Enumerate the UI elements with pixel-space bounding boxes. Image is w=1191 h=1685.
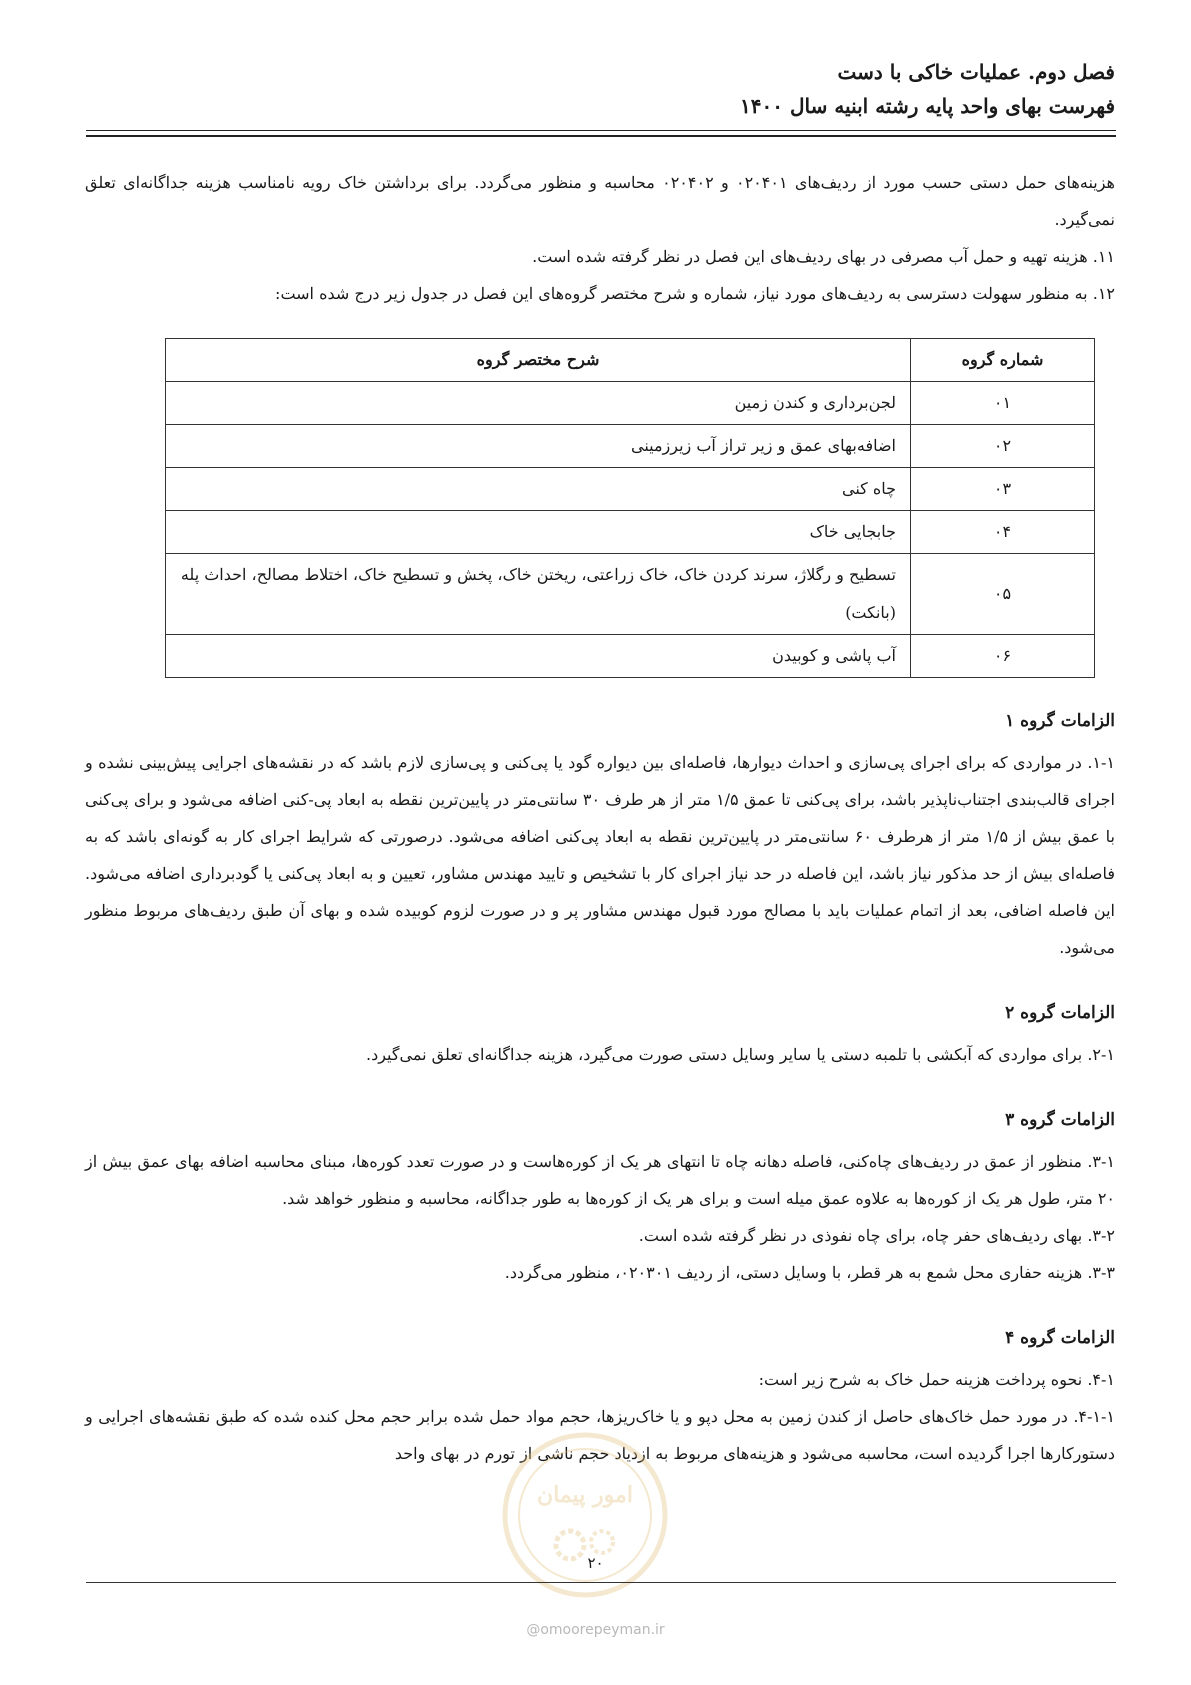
groups-table xyxy=(165,338,1095,678)
page-header xyxy=(75,55,1115,123)
table-row xyxy=(166,635,1095,678)
price-list-title: فهرست بهای واحد پایه رشته ابنیه سال ۱۴۰۰ xyxy=(740,94,1115,118)
watermark-seal-icon xyxy=(500,1430,670,1600)
group-description: تسطیح و رگلاژ، سرند کردن خاک، خاک زراعتی، ریختن خاک، پخش و تسطیح خاک، اختلاط مصالح، احداث پله (بانکت) xyxy=(166,554,911,635)
group1-heading: الزامات گروه ۱ xyxy=(1005,711,1115,731)
column-header-description: شرح مختصر گروه xyxy=(166,339,911,382)
group-number: ۰۳ xyxy=(911,468,1095,511)
group-number: ۰۲ xyxy=(911,425,1095,468)
group-number: ۰۵ xyxy=(911,554,1095,635)
group-number: ۰۴ xyxy=(911,511,1095,554)
group-description: جابجایی خاک xyxy=(166,511,911,554)
page-number: ۲۰ xyxy=(587,1554,604,1572)
watermark-text: امور پیمان xyxy=(537,1482,633,1508)
table-row xyxy=(166,425,1095,468)
table-header-row xyxy=(166,339,1095,382)
group2-item-1: ۲-۱. برای مواردی که آبکشی با تلمبه دستی یا سایر وسایل دستی صورت می‌گیرد، هزینه جداگانه‌ای تعلق نمی‌گیرد. xyxy=(366,1045,1115,1064)
group3-heading: الزامات گروه ۳ xyxy=(1005,1110,1115,1130)
spacer xyxy=(85,1291,1115,1307)
group4-heading: الزامات گروه ۴ xyxy=(1005,1328,1115,1348)
item-12: ۱۲. به منظور سهولت دسترسی به ردیف‌های مورد نیاز، شماره و شرح مختصر گروه‌های این فصل در جدول زیر درج شده است: xyxy=(275,284,1115,303)
item-11: ۱۱. هزینه تهیه و حمل آب مصرفی در بهای ردیف‌های این فصل در نظر گرفته شده است. xyxy=(532,247,1115,266)
group4-item-1: ۴-۱. نحوه پرداخت هزینه حمل خاک به شرح زیر است: xyxy=(758,1370,1115,1389)
footer-rule xyxy=(86,1582,1116,1583)
table-row xyxy=(166,554,1095,635)
spacer xyxy=(85,966,1115,982)
table-row xyxy=(166,511,1095,554)
group3-item-2: ۳-۲. بهای ردیف‌های حفر چاه، برای چاه نفوذی در نظر گرفته شده است. xyxy=(638,1226,1115,1245)
group-description: آب پاشی و کوبیدن xyxy=(166,635,911,678)
group4-item-1-1: ۴-۱-۱. در مورد حمل خاک‌های حاصل از کندن زمین به محل دپو و یا خاک‌ریزها، حجم مواد حمل شده برابر حجم محل کنده شده که طبق نقشه‌های اجرایی و دستورکارها اجرا گردیده است، محاسبه می‌شود و هزینه‌های مربوط به ازدیاد حجم ناشی از تورم در بهای واحد xyxy=(85,1407,1115,1463)
group-description: چاه کنی xyxy=(166,468,911,511)
group1-item-1: ۱-۱. در مواردی که برای اجرای پی‌سازی و احداث دیوارها، فاصله‌ای بین دیواره گود یا پی‌کنی و پی‌سازی لازم باشد که در نقشه‌های اجرایی پیش‌بینی نشده و اجرای قالب‌بندی اجتناب‌ناپذیر باشد، برای پی‌کنی تا عمق ۱/۵ متر از هر طرف ۳۰ سانتی‌متر در پایین‌ترین نقطه به ابعاد پی-کنی اضافه می‌شود و برای پی‌کنی با عمق بیش از ۱/۵ متر از هرطرف ۶۰ سانتی‌متر در پایین‌ترین نقطه به ابعاد پی‌کنی اضافه می‌شود. درصورتی که شرایط اجرای کار به گونه‌ای باشد که به فاصله‌ای بیش از حد مذکور نیاز باشد، این فاصله در حد نیاز اجرای کار با تشخیص و تایید مهندس مشاور، تعیین و به ابعاد پی‌کنی یا گودبرداری اضافه می‌شود. این فاصله اضافی، بعد از اتمام عملیات باید با مصالح مورد قبول مهندس مشاور پر و در صورت لزوم کوبیده شده و بهای آن طبق ردیف‌های مربوط منظور می‌شود. xyxy=(85,753,1116,957)
table-row xyxy=(166,382,1095,425)
page-content xyxy=(85,164,1115,1472)
website-watermark: @omoorepeyman.ir xyxy=(526,1622,665,1638)
spacer xyxy=(85,1073,1115,1089)
group-description: اضافه‌بهای عمق و زیر تراز آب زیرزمینی xyxy=(166,425,911,468)
column-header-number: شماره گروه xyxy=(911,339,1095,382)
chapter-title: فصل دوم. عملیات خاکی با دست xyxy=(837,60,1115,84)
header-rule-thick xyxy=(86,135,1116,137)
table-row xyxy=(166,468,1095,511)
group-number: ۰۱ xyxy=(911,382,1095,425)
intro-paragraph: هزینه‌های حمل دستی حسب مورد از ردیف‌های ۰۲۰۴۰۱ و ۰۲۰۴۰۲ محاسبه و منظور می‌گردد. برای برداشتن خاک رویه نامناسب هزینه جداگانه‌ای تعلق نمی‌گیرد. xyxy=(85,173,1115,229)
group3-item-3: ۳-۳. هزینه حفاری محل شمع به هر قطر، با وسایل دستی، از ردیف ۰۲۰۳۰۱، منظور می‌گردد. xyxy=(504,1263,1115,1282)
group2-heading: الزامات گروه ۲ xyxy=(1005,1003,1115,1023)
group-number: ۰۶ xyxy=(911,635,1095,678)
group3-item-1: ۳-۱. منظور از عمق در ردیف‌های چاه‌کنی، فاصله دهانه چاه تا انتهای هر یک از کوره‌هاست و در صورت تعدد کوره‌ها، مبنای محاسبه اضافه بهای عمق بیش از ۲۰ متر، طول هر یک از کوره‌ها به علاوه عمق میله است و برای هر یک از کوره‌ها به طور جداگانه، محاسبه و منظور خواهد شد. xyxy=(85,1152,1116,1208)
group-description: لجن‌برداری و کندن زمین xyxy=(166,382,911,425)
header-rule-thin xyxy=(86,130,1116,131)
